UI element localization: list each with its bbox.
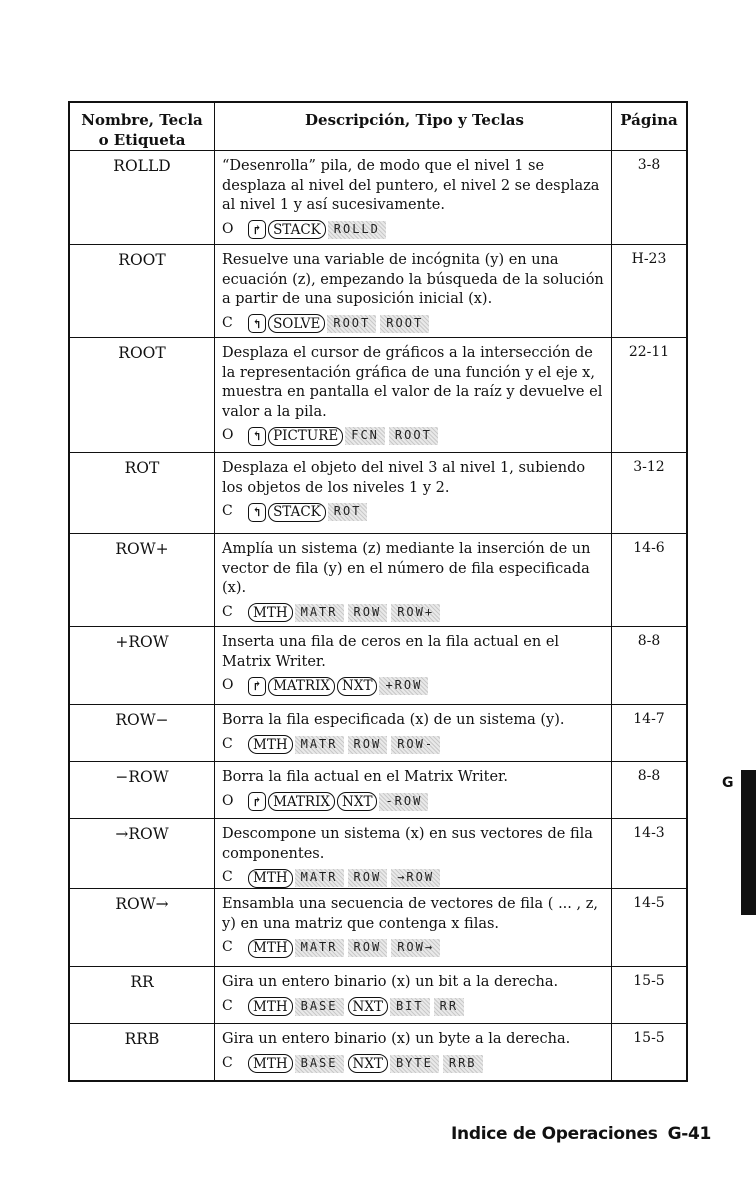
footer-page-number: G-41 bbox=[667, 1124, 712, 1144]
softkey-label: ROW→ bbox=[391, 939, 440, 957]
key-nxt: NXT bbox=[337, 677, 377, 696]
operation-description: Descompone un sistema (x) en sus vectores de fila componentes. bbox=[222, 826, 593, 862]
operation-page: H-23 bbox=[631, 251, 667, 267]
softkey-label: BASE bbox=[295, 1055, 344, 1073]
key-matrix: MATRIX bbox=[268, 792, 335, 811]
operation-name: −ROW bbox=[115, 768, 169, 786]
operation-name: ROOT bbox=[118, 251, 166, 269]
operation-description-cell bbox=[214, 889, 612, 966]
key-matrix: MATRIX bbox=[268, 677, 335, 696]
softkey-label: MATR bbox=[295, 869, 344, 887]
operation-description-cell bbox=[214, 967, 612, 1023]
softkey-label: ROOT bbox=[389, 427, 438, 445]
section-tab bbox=[741, 770, 756, 915]
operation-page: 22-11 bbox=[628, 344, 670, 360]
operation-description-cell bbox=[214, 151, 612, 244]
operation-description-cell bbox=[214, 762, 612, 818]
key-mth: MTH bbox=[248, 1054, 293, 1073]
operation-type: C bbox=[222, 735, 233, 752]
right-shift-key-icon: ↱ bbox=[248, 677, 266, 696]
key-stack: STACK bbox=[268, 220, 326, 239]
operation-name: ROLLD bbox=[113, 157, 171, 175]
key-sequence bbox=[222, 675, 607, 697]
operation-description: Desplaza el objeto del nivel 3 al nivel 1, subiendo los objetos de los niveles 1 y 2. bbox=[222, 460, 586, 496]
section-letter: G bbox=[722, 775, 734, 791]
right-shift-key-icon: ↱ bbox=[248, 220, 266, 239]
operation-description: Inserta una fila de ceros en la fila actual en el Matrix Writer. bbox=[222, 634, 560, 670]
softkey-label: RR bbox=[434, 998, 464, 1016]
operations-table bbox=[68, 101, 688, 1082]
left-shift-key-icon: ↰ bbox=[248, 427, 266, 446]
operation-description-cell bbox=[214, 627, 612, 704]
operation-type: C bbox=[222, 503, 233, 520]
key-sequence bbox=[222, 219, 607, 241]
operation-name: →ROW bbox=[115, 825, 169, 843]
operation-description: Gira un entero binario (x) un byte a la derecha. bbox=[222, 1031, 571, 1047]
softkey-label: BIT bbox=[390, 998, 430, 1016]
key-nxt: NXT bbox=[348, 997, 388, 1016]
operation-description-cell bbox=[214, 534, 612, 626]
key-nxt: NXT bbox=[337, 792, 377, 811]
softkey-label: ROW bbox=[348, 736, 388, 754]
operation-type: O bbox=[222, 220, 234, 237]
key-sequence bbox=[222, 734, 607, 756]
operation-type: C bbox=[222, 603, 233, 620]
table-row bbox=[70, 888, 686, 966]
operation-page: 3-8 bbox=[637, 157, 661, 173]
softkey-label: ROW bbox=[348, 869, 388, 887]
operation-description: Desplaza el cursor de gráficos a la intersección de la representación gráfica de una función y el eje x, muestra en pantalla el valor de la raíz y devuelve el valor a la pila. bbox=[222, 345, 603, 420]
operation-name: ROW− bbox=[115, 711, 169, 729]
softkey-label: ROT bbox=[328, 503, 368, 521]
table-row bbox=[70, 966, 686, 1023]
key-picture: PICTURE bbox=[268, 427, 343, 446]
softkey-label: ROW bbox=[348, 604, 388, 622]
key-nxt: NXT bbox=[348, 1054, 388, 1073]
key-sequence bbox=[222, 602, 607, 624]
operation-description: Gira un entero binario (x) un bit a la derecha. bbox=[222, 974, 559, 990]
operation-page: 14-5 bbox=[633, 895, 665, 911]
table-header bbox=[70, 103, 686, 150]
softkey-label: MATR bbox=[295, 604, 344, 622]
operation-description-cell bbox=[214, 1024, 612, 1080]
header-description: Descripción, Tipo y Teclas bbox=[214, 103, 612, 150]
key-stack: STACK bbox=[268, 503, 326, 522]
softkey-label: →ROW bbox=[391, 869, 440, 887]
table-row bbox=[70, 818, 686, 888]
softkey-label: MATR bbox=[295, 736, 344, 754]
softkey-label: ROW- bbox=[391, 736, 440, 754]
operation-description-cell bbox=[214, 705, 612, 761]
right-shift-key-icon: ↱ bbox=[248, 792, 266, 811]
operation-description-cell bbox=[214, 245, 612, 337]
key-mth: MTH bbox=[248, 603, 293, 622]
softkey-label: ROW+ bbox=[391, 604, 440, 622]
key-mth: MTH bbox=[248, 939, 293, 958]
operation-description: Borra la fila especificada (x) de un sistema (y). bbox=[222, 712, 565, 728]
softkey-label: MATR bbox=[295, 939, 344, 957]
operation-type: C bbox=[222, 997, 233, 1014]
table-row bbox=[70, 1023, 686, 1080]
key-sequence bbox=[222, 791, 607, 813]
softkey-label: BYTE bbox=[390, 1055, 439, 1073]
operation-page: 8-8 bbox=[637, 633, 661, 649]
softkey-label: RRB bbox=[443, 1055, 483, 1073]
key-sequence bbox=[222, 867, 607, 889]
operation-page: 14-6 bbox=[633, 540, 665, 556]
operation-type: C bbox=[222, 939, 233, 956]
operation-description: Ensambla una secuencia de vectores de fila ( ... , z, y) en una matriz que contenga x filas. bbox=[222, 896, 598, 932]
table-row bbox=[70, 704, 686, 761]
softkey-label: FCN bbox=[345, 427, 385, 445]
operation-name: ROW+ bbox=[115, 540, 169, 558]
table-row bbox=[70, 244, 686, 337]
operation-description: “Desenrolla” pila, de modo que el nivel 1 se desplaza al nivel del puntero, el nivel 2 se desplaza al nivel 1 y así sucesivamente. bbox=[222, 158, 600, 213]
operation-page: 15-5 bbox=[633, 973, 665, 989]
softkey-label: ROW bbox=[348, 939, 388, 957]
key-mth: MTH bbox=[248, 997, 293, 1016]
table-row bbox=[70, 533, 686, 626]
table-row bbox=[70, 150, 686, 244]
softkey-label: ROOT bbox=[327, 315, 376, 333]
footer-title: Indice de Operaciones bbox=[451, 1124, 658, 1144]
operation-page: 15-5 bbox=[633, 1030, 665, 1046]
softkey-label: +ROW bbox=[379, 677, 428, 695]
softkey-label: BASE bbox=[295, 998, 344, 1016]
operation-name: ROOT bbox=[118, 344, 166, 362]
key-sequence bbox=[222, 425, 607, 447]
left-shift-key-icon: ↰ bbox=[248, 503, 266, 522]
operation-page: 8-8 bbox=[637, 768, 661, 784]
softkey-label: ROOT bbox=[380, 315, 429, 333]
key-solve: SOLVE bbox=[268, 314, 325, 333]
operation-type: C bbox=[222, 314, 233, 331]
operation-name: RRB bbox=[124, 1030, 160, 1048]
operation-type: O bbox=[222, 677, 234, 694]
header-name-line2: o Etiqueta bbox=[98, 131, 186, 149]
operation-description-cell bbox=[214, 819, 612, 888]
left-shift-key-icon: ↰ bbox=[248, 314, 266, 333]
operation-page: 14-3 bbox=[633, 825, 665, 841]
operation-description: Borra la fila actual en el Matrix Writer. bbox=[222, 769, 508, 785]
operation-description: Amplía un sistema (z) mediante la inserción de un vector de fila (y) en el número de fila especificada (x). bbox=[222, 541, 591, 596]
operation-type: O bbox=[222, 792, 234, 809]
operation-description-cell bbox=[214, 338, 612, 452]
operation-page: 3-12 bbox=[633, 459, 665, 475]
page-footer bbox=[451, 1124, 711, 1144]
key-sequence bbox=[222, 1053, 607, 1075]
header-name bbox=[70, 103, 214, 150]
operation-name: ROW→ bbox=[115, 895, 169, 913]
header-name-line1: Nombre, Tecla bbox=[81, 111, 203, 129]
key-sequence bbox=[222, 313, 607, 335]
operation-description-cell bbox=[214, 453, 612, 533]
key-mth: MTH bbox=[248, 869, 293, 888]
key-sequence bbox=[222, 996, 607, 1018]
table-row bbox=[70, 626, 686, 704]
operation-type: C bbox=[222, 1054, 233, 1071]
softkey-label: ROLLD bbox=[328, 221, 386, 239]
table-row bbox=[70, 452, 686, 533]
softkey-label: -ROW bbox=[379, 793, 428, 811]
operation-type: O bbox=[222, 427, 234, 444]
operation-page: 14-7 bbox=[633, 711, 665, 727]
key-sequence bbox=[222, 501, 607, 523]
operation-name: +ROW bbox=[115, 633, 169, 651]
operation-type: C bbox=[222, 869, 233, 886]
operation-description: Resuelve una variable de incógnita (y) en una ecuación (z), empezando la búsqueda de la solución a partir de una suposición inicial (x). bbox=[222, 252, 604, 307]
table-row bbox=[70, 761, 686, 818]
table-row bbox=[70, 337, 686, 452]
operation-name: RR bbox=[130, 973, 154, 991]
key-mth: MTH bbox=[248, 735, 293, 754]
header-page: Página bbox=[620, 111, 678, 129]
operation-name: ROT bbox=[124, 459, 160, 477]
key-sequence bbox=[222, 937, 607, 959]
